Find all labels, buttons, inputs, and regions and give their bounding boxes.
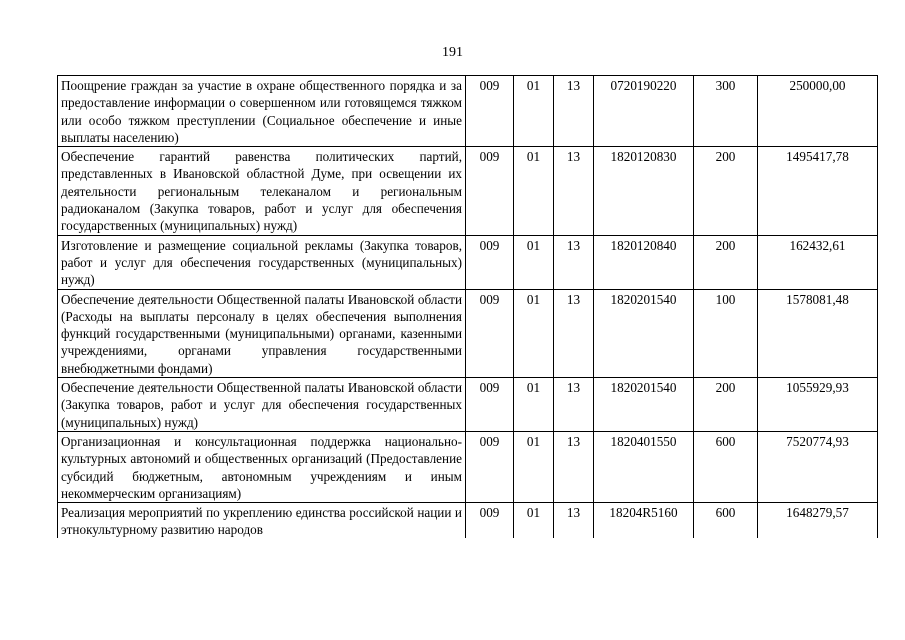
section-code: 01 — [514, 289, 554, 377]
subsection-code: 13 — [554, 503, 594, 539]
ministry-code: 009 — [466, 147, 514, 235]
row-name — [58, 503, 466, 539]
amount: 7520774,93 — [758, 431, 878, 502]
section-code: 01 — [514, 431, 554, 502]
row-name: Обеспечение деятельности Общественной палаты Ивановской области (Закупка товаров, работ и услуг для обеспечения государственных (муниципальных) нужд) — [58, 378, 466, 432]
section-code: 01 — [514, 503, 554, 539]
expense-type-code: 200 — [694, 147, 758, 235]
target-article-code: 18204R5160 — [594, 503, 694, 539]
subsection-code: 13 — [554, 76, 594, 147]
table-row — [58, 147, 878, 235]
target-article-code: 0720190220 — [594, 76, 694, 147]
amount: 1648279,57 — [758, 503, 878, 539]
page-number: 191 — [442, 45, 463, 60]
target-article-code: 1820401550 — [594, 431, 694, 502]
expense-type-code: 200 — [694, 378, 758, 432]
subsection-code: 13 — [554, 378, 594, 432]
table-row — [58, 503, 878, 539]
subsection-code: 13 — [554, 289, 594, 377]
amount: 1055929,93 — [758, 378, 878, 432]
table-row — [58, 431, 878, 502]
expense-type-code: 600 — [694, 503, 758, 539]
table-row — [58, 235, 878, 289]
ministry-code: 009 — [466, 378, 514, 432]
ministry-code: 009 — [466, 235, 514, 289]
expense-type-code: 200 — [694, 235, 758, 289]
row-name-text: Реализация мероприятий по укреплению единства российской нации и этнокультурному развитию народов — [61, 505, 462, 538]
table-row — [58, 289, 878, 377]
ministry-code: 009 — [466, 431, 514, 502]
expense-type-code: 300 — [694, 76, 758, 147]
row-name: Обеспечение гарантий равенства политических партий, представленных в Ивановской областной Думе, при освещении их деятельности региональным телеканалом и региональным радиоканалом (Закупка товаров, работ и услуг для обеспечения государственных (муниципальных) нужд) — [58, 147, 466, 235]
amount: 1578081,48 — [758, 289, 878, 377]
budget-table — [57, 75, 878, 538]
amount: 1495417,78 — [758, 147, 878, 235]
expense-type-code: 100 — [694, 289, 758, 377]
amount: 250000,00 — [758, 76, 878, 147]
row-name: Обеспечение деятельности Общественной палаты Ивановской области (Расходы на выплаты персоналу в целях обеспечения выполнения функций государственными (муниципальными) органами, казенными учреждениями, органами управления государственными внебюджетными фондами) — [58, 289, 466, 377]
section-code: 01 — [514, 235, 554, 289]
table-row — [58, 378, 878, 432]
expense-type-code: 600 — [694, 431, 758, 502]
target-article-code: 1820120840 — [594, 235, 694, 289]
target-article-code: 1820201540 — [594, 289, 694, 377]
row-name: Поощрение граждан за участие в охране общественного порядка и за предоставление информации о совершенном или готовящемся тяжком или особо тяжком преступлении (Социальное обеспечение и иные выплаты населению) — [58, 76, 466, 147]
subsection-code: 13 — [554, 235, 594, 289]
ministry-code: 009 — [466, 76, 514, 147]
row-name: Изготовление и размещение социальной рекламы (Закупка товаров, работ и услуг для обеспечения государственных (муниципальных) нужд) — [58, 235, 466, 289]
table-row — [58, 76, 878, 147]
ministry-code: 009 — [466, 503, 514, 539]
amount: 162432,61 — [758, 235, 878, 289]
section-code: 01 — [514, 147, 554, 235]
target-article-code: 1820201540 — [594, 378, 694, 432]
row-name: Организационная и консультационная поддержка национально-культурных автономий и общественных организаций (Предоставление субсидий бюджетным, автономным учреждениям и иным некоммерческим организациям) — [58, 431, 466, 502]
section-code: 01 — [514, 76, 554, 147]
section-code: 01 — [514, 378, 554, 432]
ministry-code: 009 — [466, 289, 514, 377]
subsection-code: 13 — [554, 431, 594, 502]
target-article-code: 1820120830 — [594, 147, 694, 235]
subsection-code: 13 — [554, 147, 594, 235]
